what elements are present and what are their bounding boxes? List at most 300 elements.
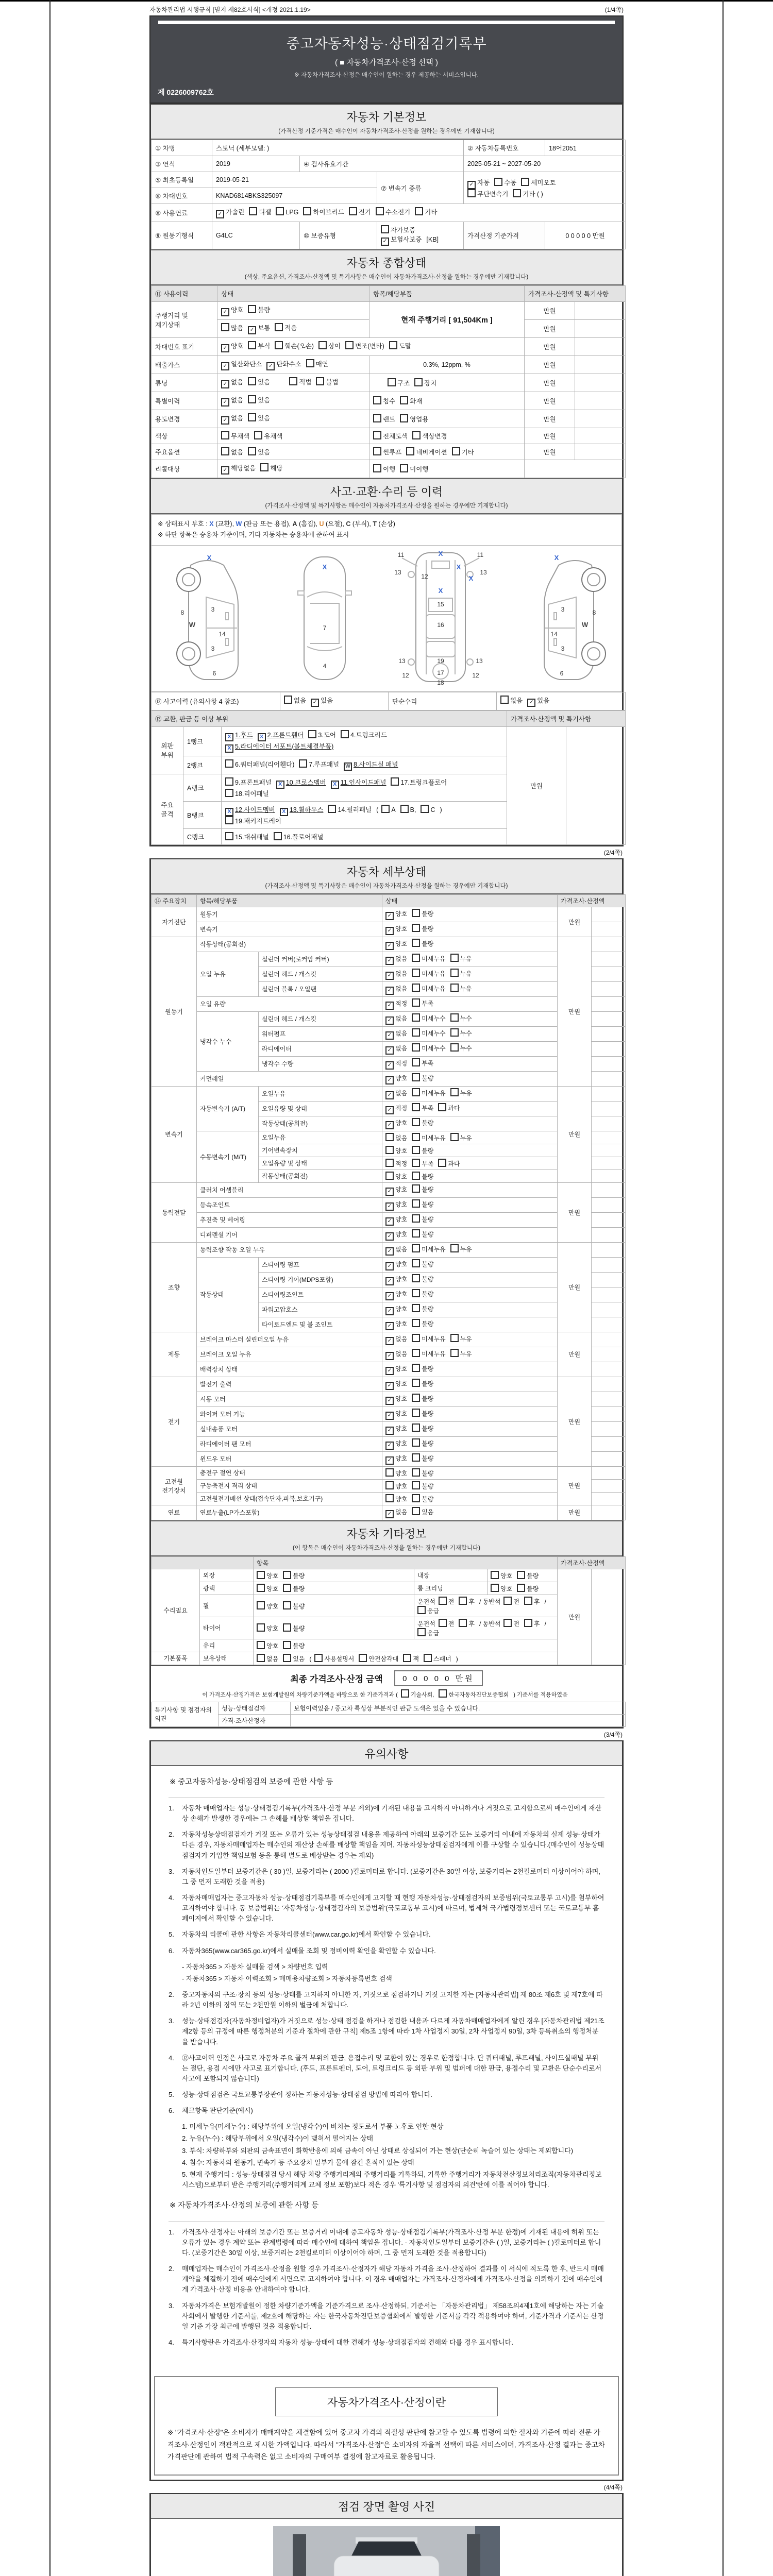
checkbox-box[interactable] [412,1133,420,1141]
checkbox-box[interactable] [283,1584,291,1592]
checkbox-box[interactable]: ✓ [385,1046,394,1055]
checkbox-box[interactable] [452,447,460,455]
checkbox-group-cell[interactable] [382,922,558,937]
checkbox-box[interactable] [248,305,256,313]
checkbox-양호[interactable] [385,1230,407,1241]
checkbox-양호[interactable] [385,924,407,935]
checkbox-box[interactable]: ✓ [385,1202,394,1211]
checkbox-box[interactable] [400,414,408,422]
checkbox-box[interactable]: ✓ [385,1106,394,1114]
checkbox-box[interactable] [424,1654,432,1662]
checkbox-box[interactable] [308,730,316,738]
checkbox-box[interactable] [439,1597,447,1605]
checkbox-box[interactable] [517,1571,525,1579]
checkbox-box[interactable] [328,805,336,813]
checkbox-box[interactable] [417,1606,426,1614]
checkbox-전[interactable] [503,1619,519,1628]
checkbox-양호[interactable] [385,1468,407,1478]
checkbox-box[interactable] [412,1184,420,1193]
checkbox-group-cell[interactable] [382,1144,558,1157]
checkbox-양호[interactable] [385,1146,407,1155]
checkbox-box[interactable] [248,341,256,349]
checkbox-box[interactable] [284,696,292,704]
checkbox-box[interactable] [257,1654,265,1662]
checkbox-box[interactable]: ✓ [385,1002,394,1010]
checkbox-group-cell[interactable] [382,1436,558,1451]
checkbox-group-cell[interactable] [382,1479,558,1492]
checkbox-양호[interactable] [221,305,243,316]
checkbox-일산화탄소[interactable] [221,359,262,370]
checkbox-box[interactable] [225,816,233,824]
checkbox-box[interactable] [421,805,429,813]
checkbox-불량[interactable] [412,1379,433,1388]
checkbox-없음[interactable] [385,1044,407,1055]
checkbox-box[interactable] [248,413,256,421]
checkbox-양호[interactable] [385,939,407,950]
checkbox-box[interactable] [450,1013,459,1022]
checkbox-box[interactable]: ✓ [385,1412,394,1420]
checkbox-불량[interactable] [412,1394,433,1403]
checkbox-box[interactable] [412,1058,420,1066]
checkbox-group-cell[interactable] [254,1639,558,1652]
checkbox-양호[interactable] [385,1118,407,1129]
checkbox-box[interactable] [257,1601,265,1609]
checkbox-C[interactable] [421,805,435,814]
checkbox-box[interactable] [450,1349,459,1357]
checkbox-부식[interactable] [248,341,270,350]
checkbox-box[interactable] [438,1159,446,1167]
checkbox-불법[interactable] [316,377,338,386]
checkbox-group-cell[interactable] [369,410,525,428]
checkbox-양호[interactable] [385,1260,407,1270]
checkbox-group-cell[interactable] [382,1287,558,1302]
checkbox-없음[interactable] [500,696,523,705]
checkbox-화재[interactable] [400,396,422,405]
checkbox-양호[interactable] [385,1185,407,1196]
checkbox-box[interactable] [450,1133,459,1141]
checkbox-group-cell[interactable] [222,828,507,844]
checkbox-16.플로어패널[interactable] [274,832,324,841]
checkbox-box[interactable] [412,1379,420,1387]
checkbox-box[interactable] [412,1259,420,1267]
checkbox-box[interactable] [275,323,283,331]
checkbox-box[interactable]: ✓ [385,1262,394,1270]
checkbox-box[interactable]: ✓ [385,1121,394,1129]
checkbox-해당없음[interactable] [221,463,256,474]
checkbox-디젤[interactable] [249,207,271,216]
checkbox-group-cell[interactable] [217,374,369,392]
checkbox-group-cell[interactable] [254,1652,558,1665]
checkbox-group-cell[interactable] [382,1421,558,1436]
checkbox-후[interactable] [459,1619,475,1628]
checkbox-불량[interactable] [412,1146,433,1155]
checkbox-누유[interactable] [450,1244,472,1253]
checkbox-불량[interactable] [412,939,433,948]
checkbox-box[interactable] [249,207,257,215]
checkbox-후[interactable] [524,1619,540,1628]
checkbox-유채색[interactable] [254,431,282,440]
checkbox-box[interactable] [459,1597,467,1605]
checkbox-보통[interactable] [248,323,270,334]
checkbox-네비게이션[interactable] [406,447,447,456]
checkbox-box[interactable]: ✓ [385,1277,394,1285]
checkbox-불량[interactable] [517,1571,539,1580]
checkbox-box[interactable]: ✓ [467,181,476,189]
checkbox-box[interactable] [248,447,256,455]
checkbox-box[interactable] [373,396,381,404]
checkbox-양호[interactable] [385,1364,407,1375]
checkbox-있음[interactable] [248,447,270,456]
checkbox-미세누유[interactable] [412,954,445,963]
checkbox-box[interactable]: ✓ [385,987,394,995]
checkbox-box[interactable] [412,1481,420,1489]
checkbox-box[interactable] [417,1628,426,1636]
checkbox-불량[interactable] [412,1494,433,1503]
checkbox-누수[interactable] [450,1013,472,1023]
checkbox-box[interactable] [225,759,233,768]
checkbox-group-cell[interactable] [464,172,626,204]
checkbox-없음[interactable] [221,377,243,388]
checkbox-group-cell[interactable] [217,356,369,374]
checkbox-box[interactable] [385,1481,394,1489]
checkbox-양호[interactable] [491,1571,512,1580]
checkbox-box[interactable]: ✓ [385,1322,394,1330]
checkbox-box[interactable]: ✓ [385,1091,394,1099]
checkbox-box[interactable] [401,1689,409,1698]
checkbox-box[interactable] [385,1494,394,1502]
checkbox-box[interactable] [521,178,529,186]
checkbox-안전삼각대[interactable] [359,1654,398,1663]
checkbox-box[interactable]: ✓ [385,1352,394,1360]
checkbox-box[interactable]: ✓ [216,210,224,218]
checkbox-group-cell[interactable] [414,1595,558,1617]
checkbox-18.리어패널[interactable] [225,789,269,798]
checkbox-불량[interactable] [412,1073,433,1082]
checkbox-없음[interactable] [385,1334,407,1345]
checkbox-box[interactable] [381,225,389,233]
checkbox-box[interactable]: X [225,733,233,741]
checkbox-후[interactable] [459,1597,475,1606]
checkbox-box[interactable] [412,1349,420,1357]
checkbox-group-cell[interactable] [369,392,525,410]
checkbox-전[interactable] [439,1619,455,1628]
checkbox-box[interactable]: ✓ [221,466,229,474]
checkbox-box[interactable]: ✓ [385,972,394,980]
checkbox-group-cell[interactable] [382,1056,558,1071]
checkbox-group-cell[interactable] [382,907,558,922]
checkbox-기술사회,[interactable] [401,1689,434,1699]
checkbox-불량[interactable] [412,1438,433,1448]
checkbox-없음[interactable] [221,413,243,425]
checkbox-불량[interactable] [412,1304,433,1313]
checkbox-불량[interactable] [412,1468,433,1478]
checkbox-box[interactable] [289,377,297,385]
checkbox-box[interactable] [412,1199,420,1208]
checkbox-box[interactable] [274,832,282,840]
checkbox-group-cell[interactable] [382,1406,558,1421]
checkbox-누수[interactable] [450,1028,472,1038]
checkbox-양호[interactable] [385,1215,407,1226]
checkbox-group-cell[interactable] [382,1505,558,1520]
checkbox-box[interactable]: X [225,808,233,816]
checkbox-양호[interactable] [257,1571,278,1580]
checkbox-box[interactable] [316,377,324,385]
checkbox-box[interactable] [345,341,354,349]
checkbox-box[interactable] [412,1453,420,1462]
checkbox-누유[interactable] [450,984,472,993]
checkbox-box[interactable] [412,1304,420,1312]
checkbox-불량[interactable] [412,1259,433,1268]
checkbox-box[interactable] [412,1013,420,1022]
checkbox-하이브리드[interactable] [303,207,344,216]
checkbox-group-cell[interactable] [382,1302,558,1317]
checkbox-box[interactable] [385,1468,394,1477]
checkbox-group-cell[interactable] [377,222,464,249]
checkbox-box[interactable] [494,178,502,186]
checkbox-box[interactable] [412,1159,420,1167]
checkbox-미세누유[interactable] [412,1334,445,1343]
checkbox-있음[interactable] [248,377,270,386]
checkbox-box[interactable] [257,1584,265,1592]
checkbox-자가보증[interactable] [381,225,415,234]
checkbox-box[interactable] [503,1619,512,1627]
checkbox-group-cell[interactable] [212,204,626,222]
checkbox-box[interactable] [412,924,420,932]
checkbox-도말[interactable] [389,341,411,350]
checkbox-box[interactable] [412,1103,420,1111]
checkbox-불량[interactable] [412,1364,433,1373]
checkbox-누유[interactable] [450,969,472,978]
checkbox-box[interactable] [491,1584,499,1592]
checkbox-box[interactable]: ✓ [385,1016,394,1025]
checkbox-box[interactable]: ✓ [266,362,275,370]
checkbox-7.루프패널[interactable] [299,759,339,769]
checkbox-box[interactable]: X [225,744,233,753]
checkbox-box[interactable] [385,1172,394,1180]
checkbox-8.사이드실 패널[interactable] [344,759,398,771]
checkbox-한국자동차진단보증협회[interactable] [439,1689,509,1699]
checkbox-group-cell[interactable] [222,756,507,774]
checkbox-box[interactable] [415,207,423,215]
checkbox-A[interactable] [381,805,395,814]
checkbox-group-cell[interactable] [254,1617,414,1639]
checkbox-누유[interactable] [450,1349,472,1358]
checkbox-1.후드[interactable] [225,730,253,741]
checkbox-box[interactable] [450,1334,459,1342]
checkbox-box[interactable] [275,341,283,349]
checkbox-있음[interactable] [283,1654,305,1663]
checkbox-box[interactable] [283,1601,291,1609]
checkbox-적정[interactable] [385,1104,407,1114]
checkbox-group-cell[interactable] [217,410,369,428]
checkbox-box[interactable] [503,1597,512,1605]
checkbox-box[interactable] [225,789,233,797]
checkbox-양호[interactable] [385,1319,407,1330]
checkbox-box[interactable] [389,341,397,349]
checkbox-양호[interactable] [385,1439,407,1450]
checkbox-양호[interactable] [385,1200,407,1211]
checkbox-불량[interactable] [412,1199,433,1209]
checkbox-box[interactable]: ✓ [385,1456,394,1465]
checkbox-구조[interactable] [388,378,410,387]
checkbox-box[interactable] [385,1146,394,1154]
checkbox-group-cell[interactable] [382,967,558,981]
checkbox-box[interactable] [414,378,423,386]
checkbox-group-cell[interactable] [217,302,369,320]
checkbox-box[interactable] [412,1172,420,1180]
checkbox-box[interactable]: ✓ [385,1427,394,1435]
checkbox-box[interactable]: ✓ [385,912,394,920]
checkbox-box[interactable] [283,1654,291,1662]
checkbox-group-cell[interactable] [382,1227,558,1242]
checkbox-box[interactable]: ✓ [311,699,319,707]
checkbox-box[interactable] [412,1507,420,1515]
checkbox-미세누유[interactable] [412,969,445,978]
checkbox-스패너[interactable] [424,1654,451,1663]
checkbox-14.필러패널[interactable] [328,805,372,814]
checkbox-불량[interactable] [412,909,433,918]
checkbox-group-cell[interactable] [369,374,525,392]
checkbox-group-cell[interactable] [369,428,525,444]
checkbox-양호[interactable] [491,1584,512,1593]
checkbox-box[interactable] [257,1641,265,1649]
checkbox-box[interactable] [412,1423,420,1432]
checkbox-box[interactable] [412,984,420,992]
checkbox-가솔린[interactable] [216,207,244,218]
checkbox-양호[interactable] [385,1454,407,1465]
checkbox-box[interactable] [257,1623,265,1632]
checkbox-group-cell[interactable] [382,1272,558,1287]
checkbox-사용설명서[interactable] [314,1654,354,1663]
checkbox-적음[interactable] [275,323,297,332]
checkbox-box[interactable] [314,1654,323,1662]
checkbox-있음[interactable] [248,413,270,422]
checkbox-group-cell[interactable] [382,1242,558,1257]
checkbox-box[interactable] [283,1623,291,1632]
checkbox-box[interactable]: ✓ [221,344,229,352]
checkbox-없음[interactable] [385,969,407,980]
checkbox-11.인사이드패널[interactable] [331,777,386,789]
checkbox-box[interactable] [373,464,381,472]
checkbox-보험사보증[interactable] [381,234,422,246]
checkbox-기타[interactable] [415,207,437,216]
checkbox-box[interactable]: ✓ [385,1076,394,1084]
checkbox-없음[interactable] [385,1507,407,1518]
checkbox-B,[interactable] [400,805,416,814]
checkbox-box[interactable]: ✓ [221,362,229,370]
checkbox-box[interactable]: ✓ [385,1031,394,1040]
checkbox-9.프론트패널[interactable] [225,777,272,787]
checkbox-box[interactable] [412,1319,420,1327]
checkbox-box[interactable]: W [344,762,352,771]
checkbox-box[interactable] [388,378,396,386]
checkbox-불량[interactable] [412,1319,433,1328]
checkbox-box[interactable] [412,1244,420,1252]
checkbox-불량[interactable] [283,1623,305,1633]
checkbox-세미오토[interactable] [521,178,556,187]
checkbox-불량[interactable] [517,1584,539,1593]
checkbox-box[interactable] [225,777,233,786]
checkbox-수동[interactable] [494,178,516,187]
checkbox-box[interactable] [248,395,256,403]
checkbox-2.프론트휀더[interactable] [258,730,304,741]
checkbox-box[interactable]: ✓ [385,1307,394,1315]
checkbox-group-cell[interactable] [217,444,369,460]
checkbox-group-cell[interactable] [254,1595,414,1617]
checkbox-box[interactable] [412,1468,420,1477]
checkbox-양호[interactable] [385,1481,407,1490]
checkbox-4.트렁크리드[interactable] [341,730,387,739]
checkbox-box[interactable] [254,431,262,439]
checkbox-group-cell[interactable] [382,1157,558,1170]
checkbox-양호[interactable] [385,1394,407,1405]
checkbox-box[interactable] [412,1289,420,1297]
checkbox-box[interactable] [221,431,229,439]
checkbox-group-cell[interactable] [222,774,507,801]
checkbox-box[interactable] [500,696,509,704]
checkbox-탄화수소[interactable] [266,359,301,370]
checkbox-box[interactable] [412,1043,420,1052]
checkbox-전기[interactable] [349,207,371,216]
checkbox-불량[interactable] [283,1641,305,1650]
checkbox-group-cell[interactable] [382,1332,558,1347]
checkbox-해당[interactable] [260,463,282,472]
checkbox-box[interactable] [400,396,408,404]
checkbox-미세누수[interactable] [412,1028,445,1038]
checkbox-없음[interactable] [385,1014,407,1025]
checkbox-box[interactable]: ✓ [221,416,229,425]
checkbox-부족[interactable] [412,1058,433,1067]
checkbox-box[interactable]: ✓ [221,398,229,406]
checkbox-양호[interactable] [257,1623,278,1633]
checkbox-box[interactable] [391,777,399,786]
checkbox-box[interactable]: X [280,808,288,816]
checkbox-box[interactable]: ✓ [221,308,229,316]
checkbox-group-cell[interactable] [217,428,369,444]
checkbox-box[interactable]: ✓ [385,957,394,965]
checkbox-box[interactable] [412,954,420,962]
checkbox-양호[interactable] [385,1172,407,1181]
checkbox-group-cell[interactable] [254,1582,414,1595]
checkbox-box[interactable] [400,464,408,472]
checkbox-자동[interactable] [467,178,490,189]
checkbox-box[interactable]: ✓ [385,1382,394,1390]
checkbox-양호[interactable] [257,1584,278,1593]
checkbox-box[interactable]: ✓ [385,1337,394,1345]
checkbox-box[interactable] [373,414,381,422]
checkbox-양호[interactable] [385,1290,407,1300]
checkbox-group-cell[interactable] [217,338,525,356]
checkbox-box[interactable]: X [331,781,339,789]
checkbox-없음[interactable] [385,1133,407,1142]
checkbox-미세누유[interactable] [412,1088,445,1097]
checkbox-없음[interactable] [221,395,243,406]
checkbox-전[interactable] [503,1597,519,1606]
checkbox-19.패키지트레이[interactable] [225,816,281,825]
checkbox-응급[interactable] [417,1606,439,1615]
checkbox-불량[interactable] [412,1274,433,1283]
checkbox-box[interactable] [381,805,390,813]
checkbox-box[interactable] [385,1159,394,1167]
checkbox-매연[interactable] [306,359,328,368]
checkbox-group-cell[interactable] [222,801,507,828]
checkbox-group-cell[interactable] [382,1362,558,1377]
checkbox-box[interactable] [385,1133,394,1141]
checkbox-box[interactable] [412,1073,420,1081]
checkbox-양호[interactable] [385,1304,407,1315]
checkbox-box[interactable] [412,998,420,1007]
checkbox-box[interactable]: ✓ [385,927,394,935]
